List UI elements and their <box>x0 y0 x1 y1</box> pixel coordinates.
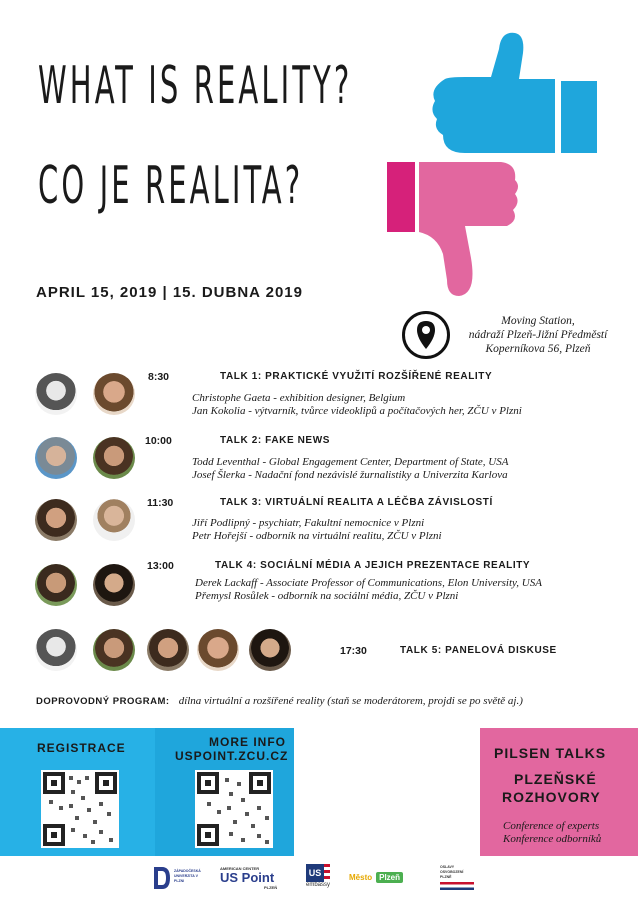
thumbs-up-icon <box>425 25 600 155</box>
plzenske-title: PLZEŇSKÉ <box>514 771 597 787</box>
program-text: dílna virtuální a rozšířené reality (staň se moderátorem, projdi se po světě aj.) <box>178 695 523 707</box>
registration-panel <box>0 728 155 856</box>
more-info-qr-code[interactable] <box>195 770 273 848</box>
plzen-badge: Plzeň <box>376 872 403 883</box>
speaker-photo <box>35 437 77 479</box>
more-info-panel <box>155 728 294 856</box>
speaker-line: Petr Hořejší - odborník na virtuální realitu, ZČU v Plzni <box>192 530 442 542</box>
us-point-logo <box>220 866 290 894</box>
talk-title: TALK 5: PANELOVÁ DISKUSE <box>400 645 557 656</box>
speaker-photo <box>93 437 135 479</box>
talk-time: 13:00 <box>147 560 174 572</box>
speaker-photo <box>249 629 291 671</box>
oslavy-logo <box>440 865 480 893</box>
zcu-logo <box>152 865 202 893</box>
speaker-photo <box>93 564 135 606</box>
more-info-url[interactable]: USPOINT.ZCU.CZ <box>175 749 289 763</box>
title-line-1: WHAT IS REALITY? <box>38 56 353 116</box>
thumbs-down-icon <box>385 160 520 300</box>
registration-title: REGISTRACE <box>37 741 126 755</box>
speaker-photo <box>93 499 135 541</box>
venue-line-1: Moving Station, <box>501 315 575 327</box>
speaker-line: Jiří Podlipný - psychiatr, Fakultní nemocnice v Plzni <box>192 517 425 529</box>
rozhovory-title: ROZHOVORY <box>502 789 601 805</box>
us-point-center: AMERICAN CENTER <box>220 866 260 871</box>
talk-title: TALK 2: FAKE NEWS <box>220 435 331 446</box>
speaker-line: Jan Kokolia - výtvarník, tvůrce videoklipů a počítačových her, ZČU v Plzni <box>192 405 522 417</box>
speaker-line: Christophe Gaeta - exhibition designer, Belgium <box>192 392 406 404</box>
zcu-logo-text: ZÁPADOČESKÁ UNIVERZITA V PLZNI <box>174 869 201 883</box>
talk-time: 17:30 <box>340 645 367 657</box>
conference-sub-en: Conference of experts <box>503 820 600 832</box>
pilsen-talks-title: PILSEN TALKS <box>494 745 607 761</box>
speaker-photo <box>35 373 77 415</box>
speaker-line: Přemysl Rosůlek - odborník na sociální média, ZČU v Plzni <box>195 590 459 602</box>
speaker-photo <box>35 629 77 671</box>
accompanying-program <box>36 695 523 707</box>
speaker-line: Todd Leventhal - Global Engagement Center, Department of State, USA <box>192 456 509 468</box>
speaker-photo <box>35 499 77 541</box>
embassy-text: embassy <box>306 882 331 888</box>
venue-line-3: Koperníkova 56, Plzeň <box>485 343 591 355</box>
talk-time: 8:30 <box>148 371 170 383</box>
talk-title: TALK 1: PRAKTICKÉ VYUŽITÍ ROZŠÍŘENÉ REALITY <box>220 371 493 382</box>
speaker-line: Derek Lackaff - Associate Professor of Communications, Elon University, USA <box>195 577 542 589</box>
registration-qr-code[interactable] <box>41 770 119 848</box>
talk-title: TALK 4: SOCIÁLNÍ MÉDIA A JEJICH PREZENTACE REALITY <box>215 560 531 571</box>
speaker-photo <box>147 629 189 671</box>
talk-time: 11:30 <box>147 497 174 509</box>
event-date: APRIL 15, 2019 | 15. DUBNA 2019 <box>36 284 303 301</box>
program-label: DOPROVODNÝ PROGRAM: <box>36 696 170 707</box>
talk-title: TALK 3: VIRTUÁLNÍ REALITA A LÉČBA ZÁVISLOSTÍ <box>220 497 493 508</box>
more-info-title: MORE INFO <box>209 735 286 749</box>
speaker-photo <box>93 629 135 671</box>
speaker-photo <box>197 629 239 671</box>
speaker-line: Josef Šlerka - Nadační fond nezávislé žurnalistiky a Univerzita Karlova <box>192 469 508 481</box>
us-point-text: US Point <box>220 870 275 885</box>
conference-sub-cz: Konference odborníků <box>503 833 602 845</box>
speaker-photo <box>35 564 77 606</box>
speaker-photo <box>93 373 135 415</box>
us-embassy-logo <box>306 864 336 894</box>
venue-line-2: nádraží Plzeň-Jižní Předměstí <box>468 329 608 341</box>
title-line-2: CO JE REALITA? <box>38 156 304 216</box>
mesto-text: Město <box>349 873 373 882</box>
flag-stripes-icon <box>440 882 474 890</box>
location-pin-icon <box>402 311 450 359</box>
pilsen-talks-panel <box>480 728 638 856</box>
us-flag-icon: US <box>306 864 324 882</box>
us-stripes-icon <box>324 864 330 882</box>
talk-time: 10:00 <box>145 435 172 447</box>
venue-address <box>458 314 618 356</box>
mesto-plzen-logo <box>349 872 403 883</box>
us-point-city: PLZEŇ <box>264 885 278 890</box>
oslavy-text: OSLAVY OSVOBOZENÍ PLZNĚ <box>440 865 464 879</box>
